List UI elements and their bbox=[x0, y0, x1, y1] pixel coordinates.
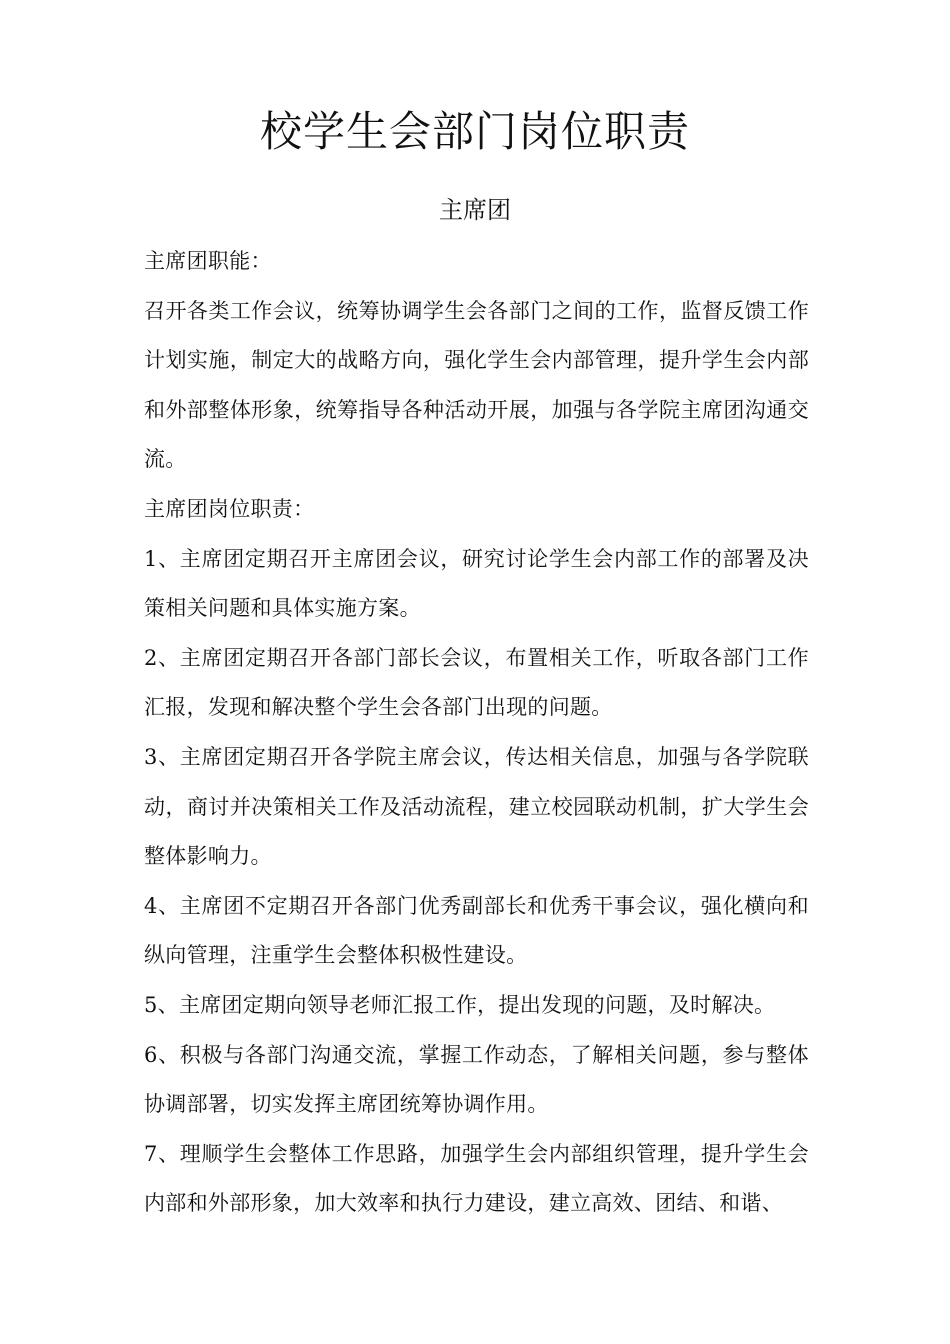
duty-item-4: 4、主席团不定期召开各部门优秀副部长和优秀干事会议，强化横向和纵向管理，注重学生会整体积极性建设。 bbox=[144, 893, 809, 968]
document-title: 校学生会部门岗位职责 bbox=[259, 107, 690, 156]
duties-label: 主席团岗位职责： bbox=[144, 496, 315, 521]
duty-item-3: 3、主席团定期召开各学院主席会议，传达相关信息，加强与各学院联动，商讨并决策相关工作及活动流程，建立校园联动机制，扩大学生会整体影响力。 bbox=[144, 744, 809, 869]
section-heading: 主席团 bbox=[439, 196, 511, 224]
document-body bbox=[144, 237, 809, 1229]
function-paragraph: 召开各类工作会议，统筹协调学生会各部门之间的工作，监督反馈工作计划实施，制定大的战略方向，强化学生会内部管理，提升学生会内部和外部整体形象，统筹指导各种活动开展，加强与各学院主席团沟通交流。 bbox=[144, 298, 809, 472]
duty-item-1: 1、主席团定期召开主席团会议，研究讨论学生会内部工作的部署及决策相关问题和具体实施方案。 bbox=[144, 546, 809, 621]
duty-item-6: 6、积极与各部门沟通交流，掌握工作动态，了解相关问题，参与整体协调部署，切实发挥主席团统筹协调作用。 bbox=[144, 1042, 809, 1117]
duty-item-5: 5、主席团定期向领导老师汇报工作，提出发现的问题，及时解决。 bbox=[144, 992, 776, 1017]
duty-item-2: 2、主席团定期召开各部门部长会议，布置相关工作，听取各部门工作汇报，发现和解决整个学生会各部门出现的问题。 bbox=[144, 645, 809, 720]
duty-item-7: 7、理顺学生会整体工作思路，加强学生会内部组织管理，提升学生会内部和外部形象，加大效率和执行力建设，建立高效、团结、和谐、 bbox=[144, 1141, 809, 1216]
function-label: 主席团职能： bbox=[144, 249, 272, 273]
